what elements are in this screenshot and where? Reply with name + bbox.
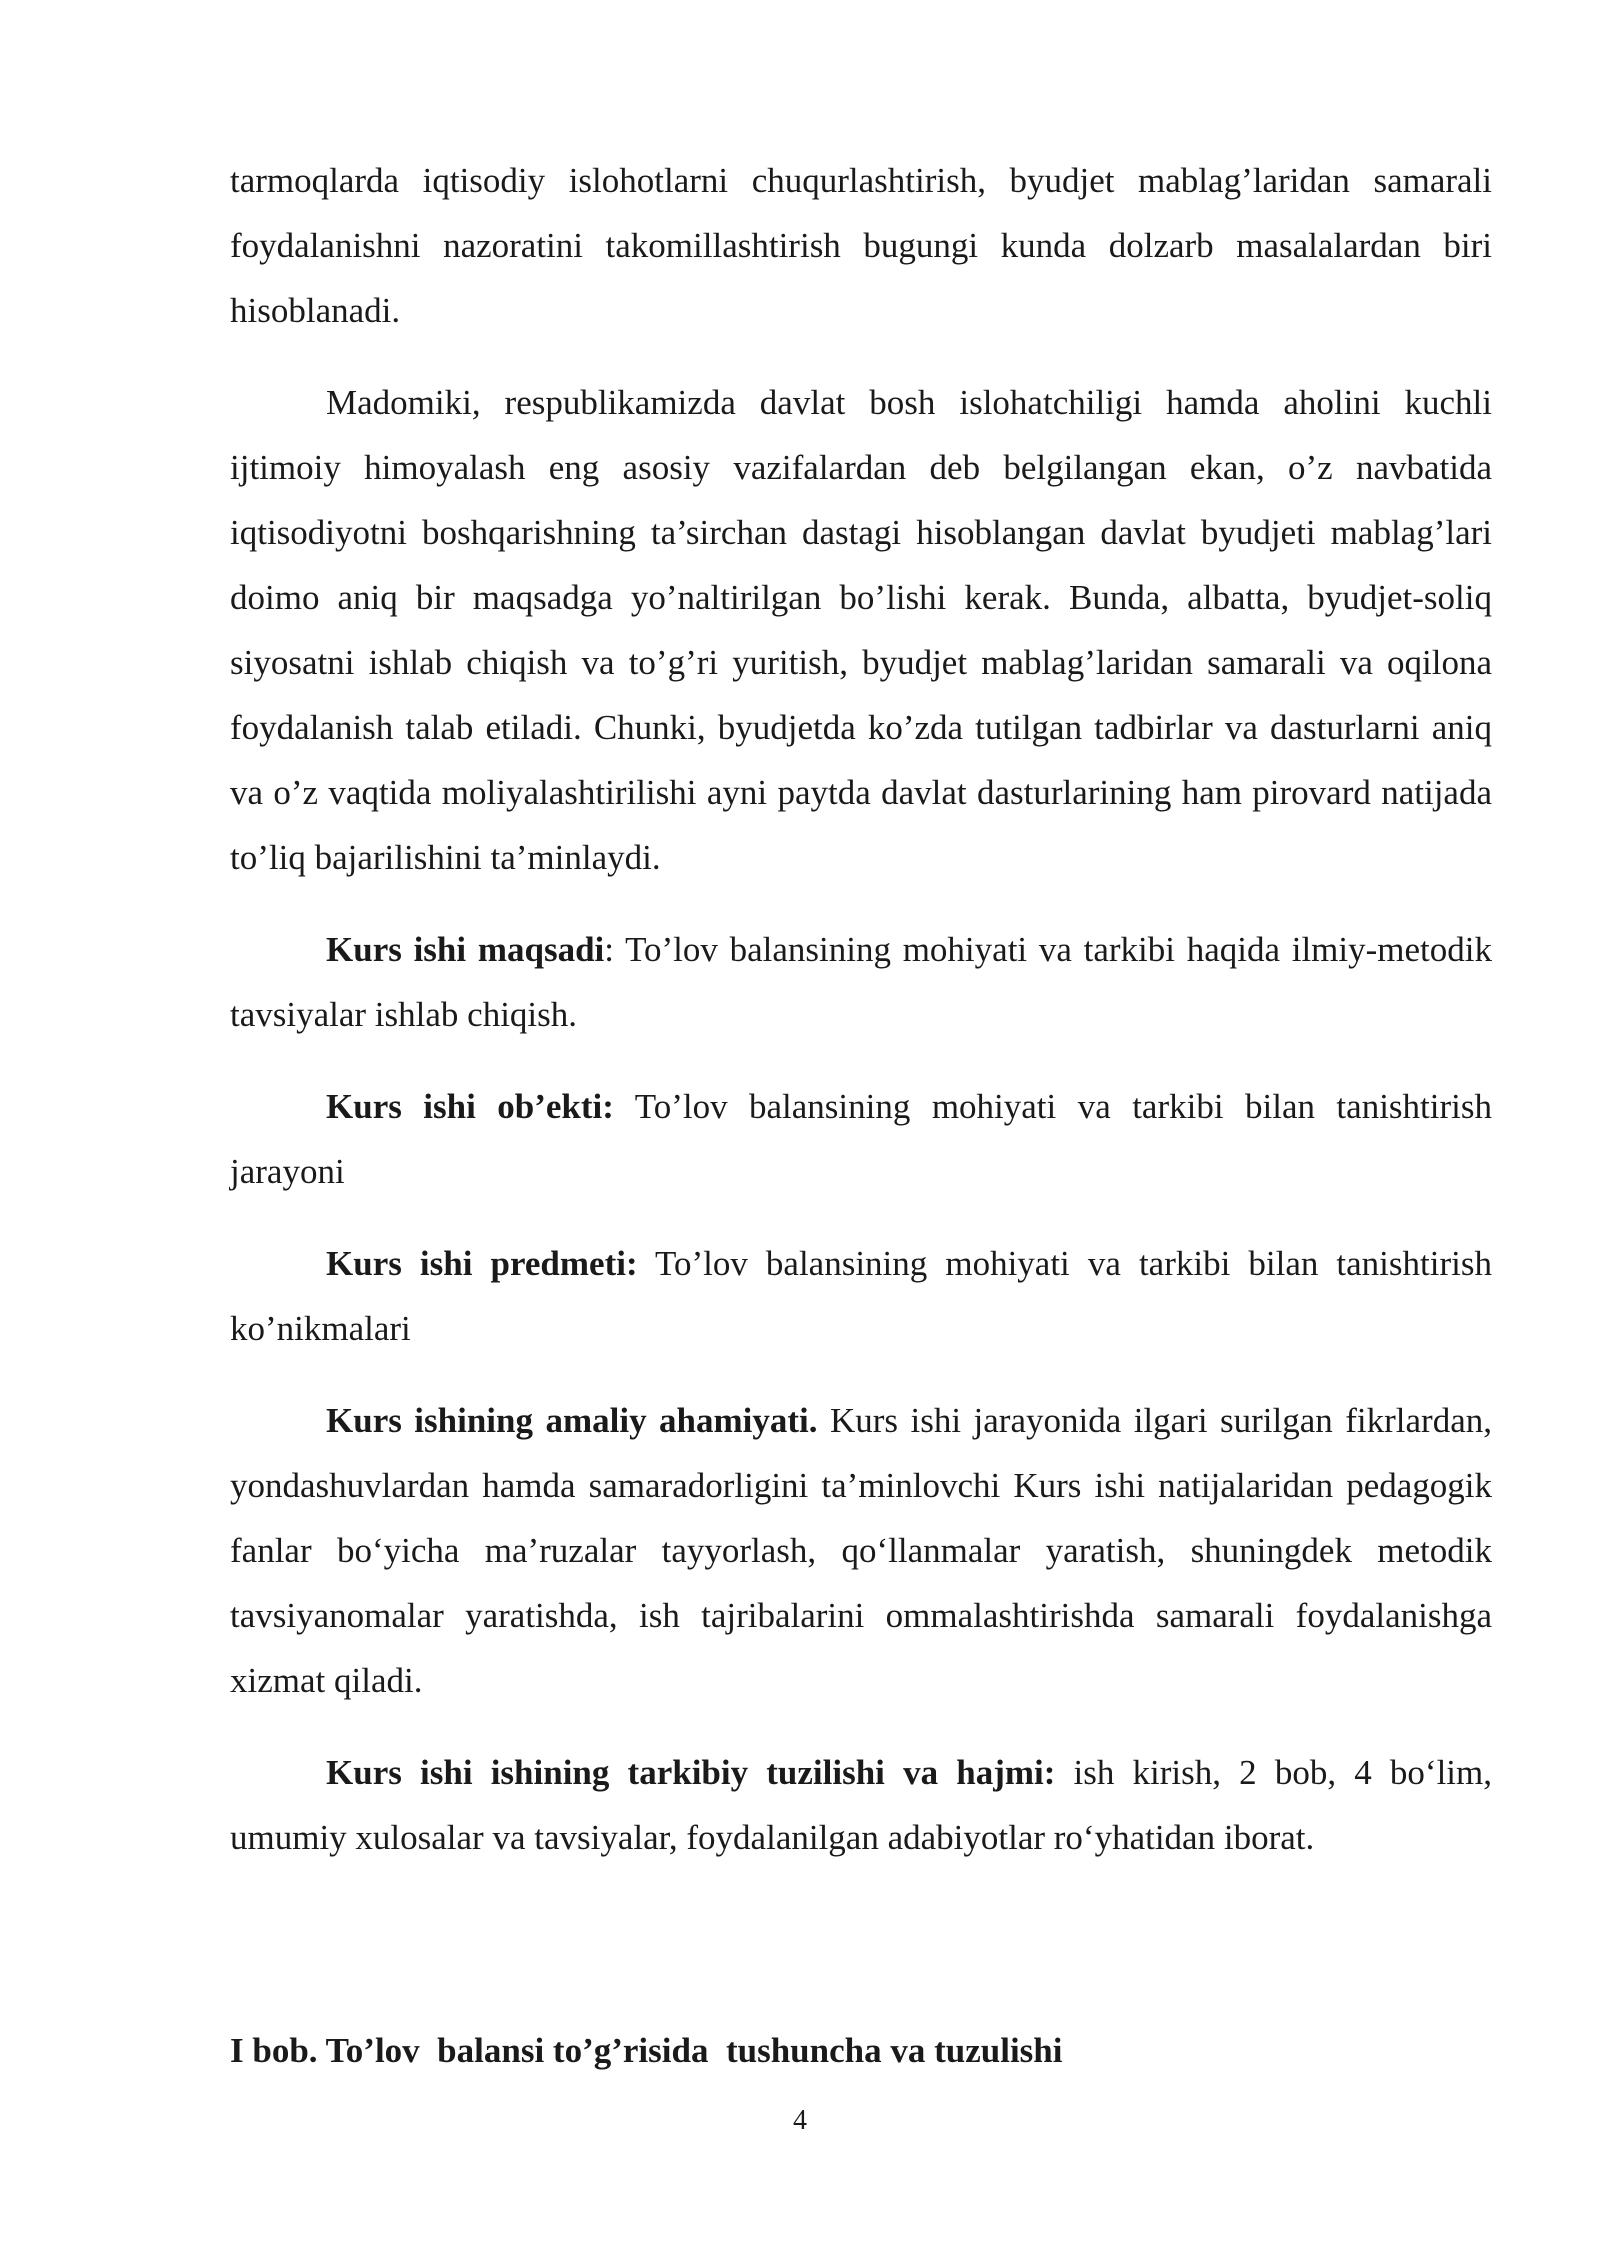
paragraph-text: tarmoqlarda iqtisodiy islohotlarni chuqurlashtirish, byudjet mablag’laridan samarali foydalanishni nazoratini takomillashtirish bugungi kunda dolzarb masalalardan biri hisoblanadi.: [230, 161, 1492, 330]
paragraph-text: Kurs ishi jarayonida ilgari surilgan fikrlardan, yondashuvlardan hamda samaradorligini ta’minlovchi Kurs ishi natijalaridan pedagogik fanlar bo‘yicha ma’ruzalar tayyorlash, qo‘llanmalar yaratish, shuningdek metodik tavsiyanomalar yaratishda, ish tajribalarini ommalashtirishda samarali foydalanishga xizmat qiladi.: [230, 1401, 1492, 1700]
paragraph-goal: [230, 917, 1492, 1047]
paragraph-object: [230, 1074, 1492, 1204]
paragraph-label: Kurs ishi ob’ekti:: [326, 1087, 614, 1126]
paragraph-subject: [230, 1231, 1492, 1361]
paragraph-label: Kurs ishi maqsadi: [326, 930, 605, 969]
paragraph-label: Kurs ishi predmeti:: [326, 1244, 638, 1283]
paragraph-text: ish kirish, 2 bob, 4 bo‘lim, umumiy xulosalar va tavsiyalar, foydalanilgan adabiyotlar ro‘yhatidan iborat.: [230, 1753, 1492, 1857]
paragraph-structure: [230, 1740, 1492, 1870]
chapter-heading: I bob. To’lov balansi to’g’risida tushuncha va tuzulishi: [230, 2031, 1063, 2070]
body-text: [230, 148, 1492, 1897]
paragraph-label: Kurs ishi ishining tarkibiy tuzilishi va hajmi:: [326, 1753, 1056, 1792]
paragraph-text: To’lov balansining mohiyati va tarkibi bilan tanishtirish ko’nikmalari: [230, 1244, 1492, 1348]
paragraph-text: To’lov balansining mohiyati va tarkibi bilan tanishtirish jarayoni: [230, 1087, 1492, 1191]
paragraph-intro-continuation: [230, 148, 1492, 343]
paragraph-text: Madomiki, respublikamizda davlat bosh islohatchiligi hamda aholini kuchli ijtimoiy himoyalash eng asosiy vazifalardan deb belgilangan ekan, o’z navbatida iqtisodiyotni boshqarishning ta’sirchan dastagi hisoblangan davlat byudjeti mablag’lari doimo aniq bir maqsadga yo’naltirilgan bo’lishi kerak. Bunda, albatta, byudjet-soliq siyosatni ishlab chiqish va to’g’ri yuritish, byudjet mablag’laridan samarali va oqilona foydalanish talab etiladi. Chunki, byudjetda ko’zda tutilgan tadbirlar va dasturlarni aniq va o’z vaqtida moliyalashtirilishi ayni paytda davlat dasturlarining ham pirovard natijada to’liq bajarilishini ta’minlaydi.: [230, 383, 1492, 877]
paragraph-practical-value: [230, 1388, 1492, 1713]
paragraph-text: : To’lov balansining mohiyati va tarkibi haqida ilmiy-metodik tavsiyalar ishlab chiqish.: [230, 930, 1492, 1034]
page-number: 4: [793, 2105, 807, 2136]
paragraph-budget: [230, 370, 1492, 890]
paragraph-label: Kurs ishining amaliy ahamiyati.: [326, 1401, 818, 1440]
